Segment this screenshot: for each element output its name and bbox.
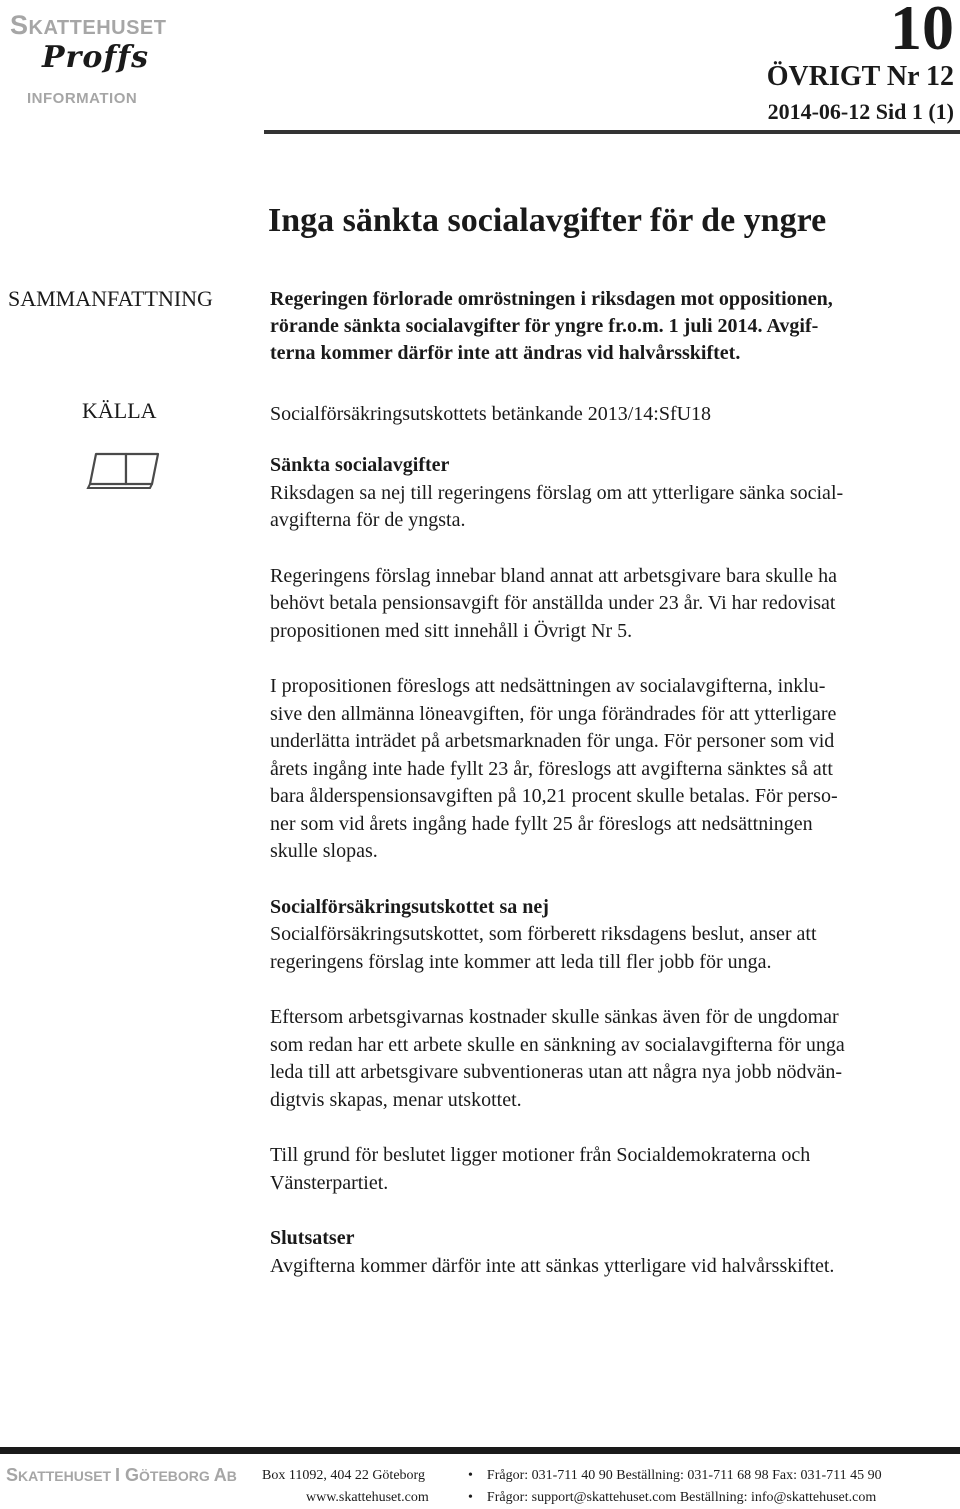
page-title: Inga sänkta socialavgifter för de yngre [268, 202, 827, 239]
paragraph [270, 563, 960, 646]
footer-rule [0, 1447, 960, 1454]
text-line: som redan har ett arbete skulle en sänkning av socialavgifterna för unga [270, 1033, 845, 1056]
summary-line: rörande sänkta socialavgifter för yngre fr.o.m. 1 juli 2014. Avgif- [270, 315, 819, 337]
footer-email-line [468, 1490, 876, 1506]
brand-script: Proffs [42, 40, 150, 75]
paragraph [270, 1225, 960, 1280]
footer-email-text[interactable]: Frågor: support@skattehuset.com Beställning: info@skattehuset.com [486, 1490, 877, 1505]
text-line: Vänsterpartiet. [270, 1171, 389, 1194]
text-line: leda till att arbetsgivare subventioneras utan att några nya jobb nödvän- [270, 1061, 843, 1083]
paragraph [270, 1142, 960, 1197]
footer-phone-line [468, 1468, 882, 1484]
section-heading: Slutsatser [270, 1227, 355, 1249]
section-heading: Socialförsäkringsutskottet sa nej [270, 895, 549, 918]
bullet: • [468, 1490, 473, 1505]
issue-number: 10 [890, 0, 954, 63]
section-heading: Sänkta socialavgifter [270, 454, 450, 476]
article-body [270, 452, 960, 1308]
text-line: årets ingång inte hade fyllt 23 år, föreslogs att avgifterna sänktes så att [270, 757, 833, 780]
text-line: avgifterna för de yngsta. [270, 509, 466, 531]
text-line: behövt betala pensionsavgift för anställda under 23 år. Vi har redovisat [270, 592, 836, 614]
document-date: 2014-06-12 Sid 1 (1) [767, 99, 954, 124]
source-text: Socialförsäkringsutskottets betänkande 2013/14:SfU18 [270, 403, 712, 425]
brand-logo: SKATTEHUSET [10, 10, 167, 40]
book-icon [86, 448, 164, 495]
text-line: digtvis skapas, menar utskottet. [270, 1088, 522, 1111]
bullet: • [468, 1468, 473, 1483]
footer-website[interactable]: www.skattehuset.com [306, 1490, 429, 1505]
summary-label: SAMMANFATTNING [8, 286, 213, 311]
brand-sub: INFORMATION [27, 90, 138, 107]
source-label: KÄLLA [82, 398, 157, 423]
footer-address: Box 11092, 404 22 Göteborg [262, 1468, 425, 1483]
text-line: sive den allmänna löneavgiften, för unga förändrades för att ytterligare [270, 702, 837, 725]
header-rule [264, 130, 960, 134]
paragraph [270, 894, 960, 977]
paragraph [270, 673, 960, 866]
footer-logo: SKATTEHUSET I GÖTEBORG AB [6, 1465, 237, 1485]
summary-text [270, 286, 960, 367]
text-line: underlätta inträdet på arbetsmarknaden för unga. För personer som vid [270, 730, 835, 752]
text-line: Avgifterna kommer därför inte att sänkas ytterligare vid halvårsskiftet. [270, 1254, 835, 1277]
paragraph [270, 1004, 960, 1114]
summary-line: Regeringen förlorade omröstningen i riksdagen mot oppositionen, [270, 288, 833, 310]
text-line: Regeringens förslag innebar bland annat att arbetsgivare bara skulle ha [270, 564, 838, 587]
footer-phone-text: Frågor: 031-711 40 90 Beställning: 031-711 68 98 Fax: 031-711 45 90 [486, 1468, 882, 1483]
summary-line: terna kommer därför inte att ändras vid halvårsskiftet. [270, 342, 741, 364]
text-line: ner som vid årets ingång hade fyllt 25 år föreslogs att nedsättningen [270, 812, 813, 835]
text-line: propositionen med sitt innehåll i Övrigt Nr 5. [270, 619, 633, 642]
text-line: Till grund för beslutet ligger motioner från Socialdemokraterna och [270, 1144, 811, 1166]
text-line: Eftersom arbetsgivarnas kostnader skulle sänkas även för de ungdomar [270, 1006, 839, 1028]
text-line: skulle slopas. [270, 840, 378, 862]
text-line: Socialförsäkringsutskottet, som förberett riksdagens beslut, anser att [270, 923, 817, 945]
text-line: I propositionen föreslogs att nedsättningen av socialavgifterna, inklu- [270, 675, 826, 697]
document-type: ÖVRIGT Nr 12 [766, 61, 954, 92]
paragraph [270, 452, 960, 535]
text-line: bara ålderspensionsavgiften på 10,21 procent skulle betalas. För perso- [270, 785, 838, 807]
text-line: Riksdagen sa nej till regeringens förslag om att ytterligare sänka social- [270, 481, 844, 504]
text-line: regeringens förslag inte kommer att leda till fler jobb för unga. [270, 950, 772, 973]
